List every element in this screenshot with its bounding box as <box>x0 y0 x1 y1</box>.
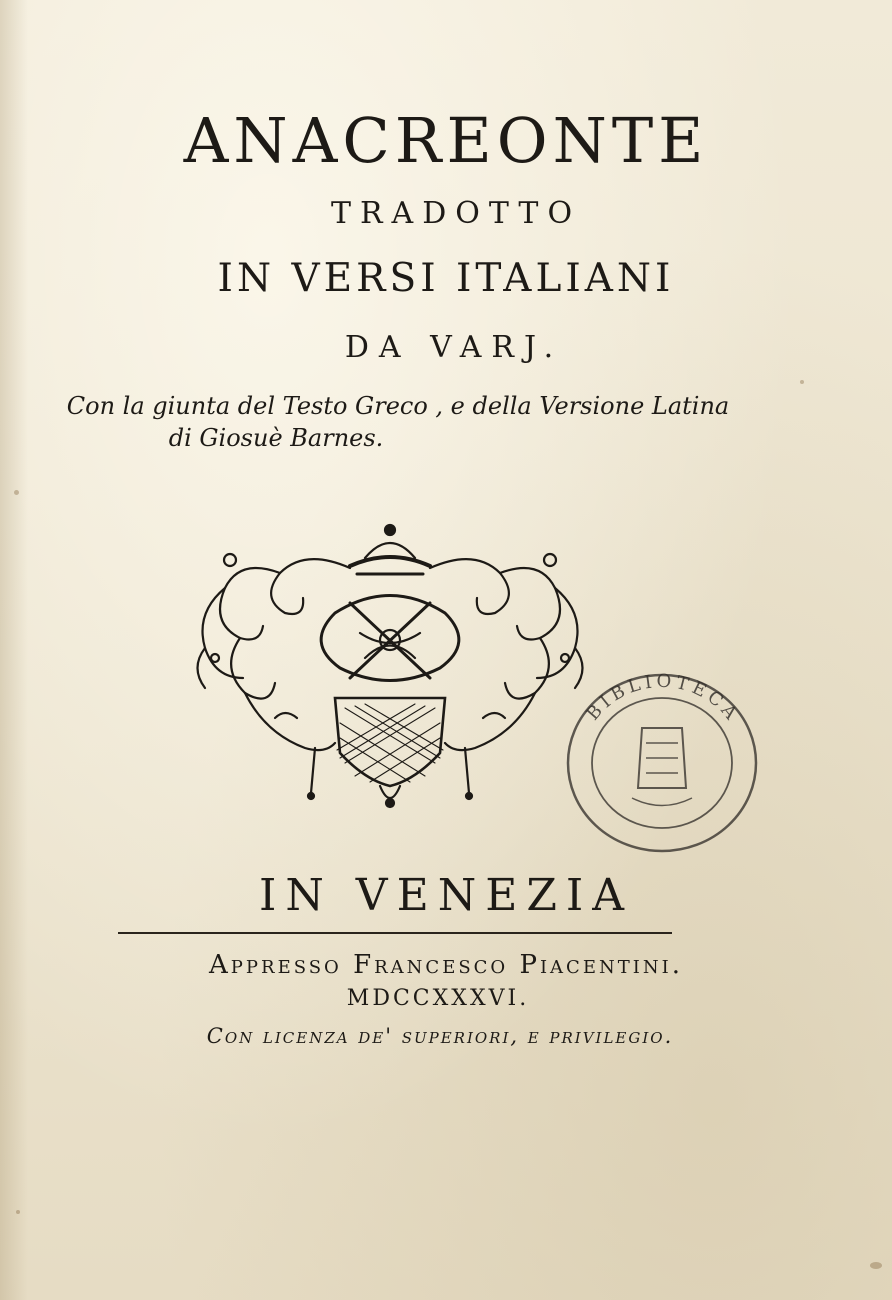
supplement-line-1: Con la giunta del Testo Greco , e della Versione Latina <box>66 392 730 420</box>
imprint-year: MDCCXXXVI. <box>346 986 530 1011</box>
imprint-printer: Appresso Francesco Piacentini. <box>209 950 683 980</box>
imprint-licence: Con licenza de' superiori, e privilegio. <box>206 1024 674 1048</box>
foxing-spot <box>800 380 804 384</box>
book-verse-line: IN VERSI ITALIANI <box>217 256 675 301</box>
imprint-city: IN VENEZIA <box>258 870 634 921</box>
book-authors: DA VARJ. <box>344 330 564 365</box>
book-subtitle: TRADOTTO <box>330 196 582 231</box>
library-stamp-icon <box>562 668 762 858</box>
foxing-spot <box>14 490 19 495</box>
stamp-text: BIBLIOTECA <box>582 670 744 727</box>
monogram-cartouche-icon <box>185 518 595 813</box>
book-title: ANACREONTE <box>183 104 709 177</box>
supplement-line-2: di Giosuè Barnes. <box>168 424 384 452</box>
foxing-spot <box>16 1210 20 1214</box>
page-edge-shadow <box>0 0 28 1300</box>
imprint-rule <box>118 932 672 934</box>
foxing-spot <box>870 1262 882 1269</box>
